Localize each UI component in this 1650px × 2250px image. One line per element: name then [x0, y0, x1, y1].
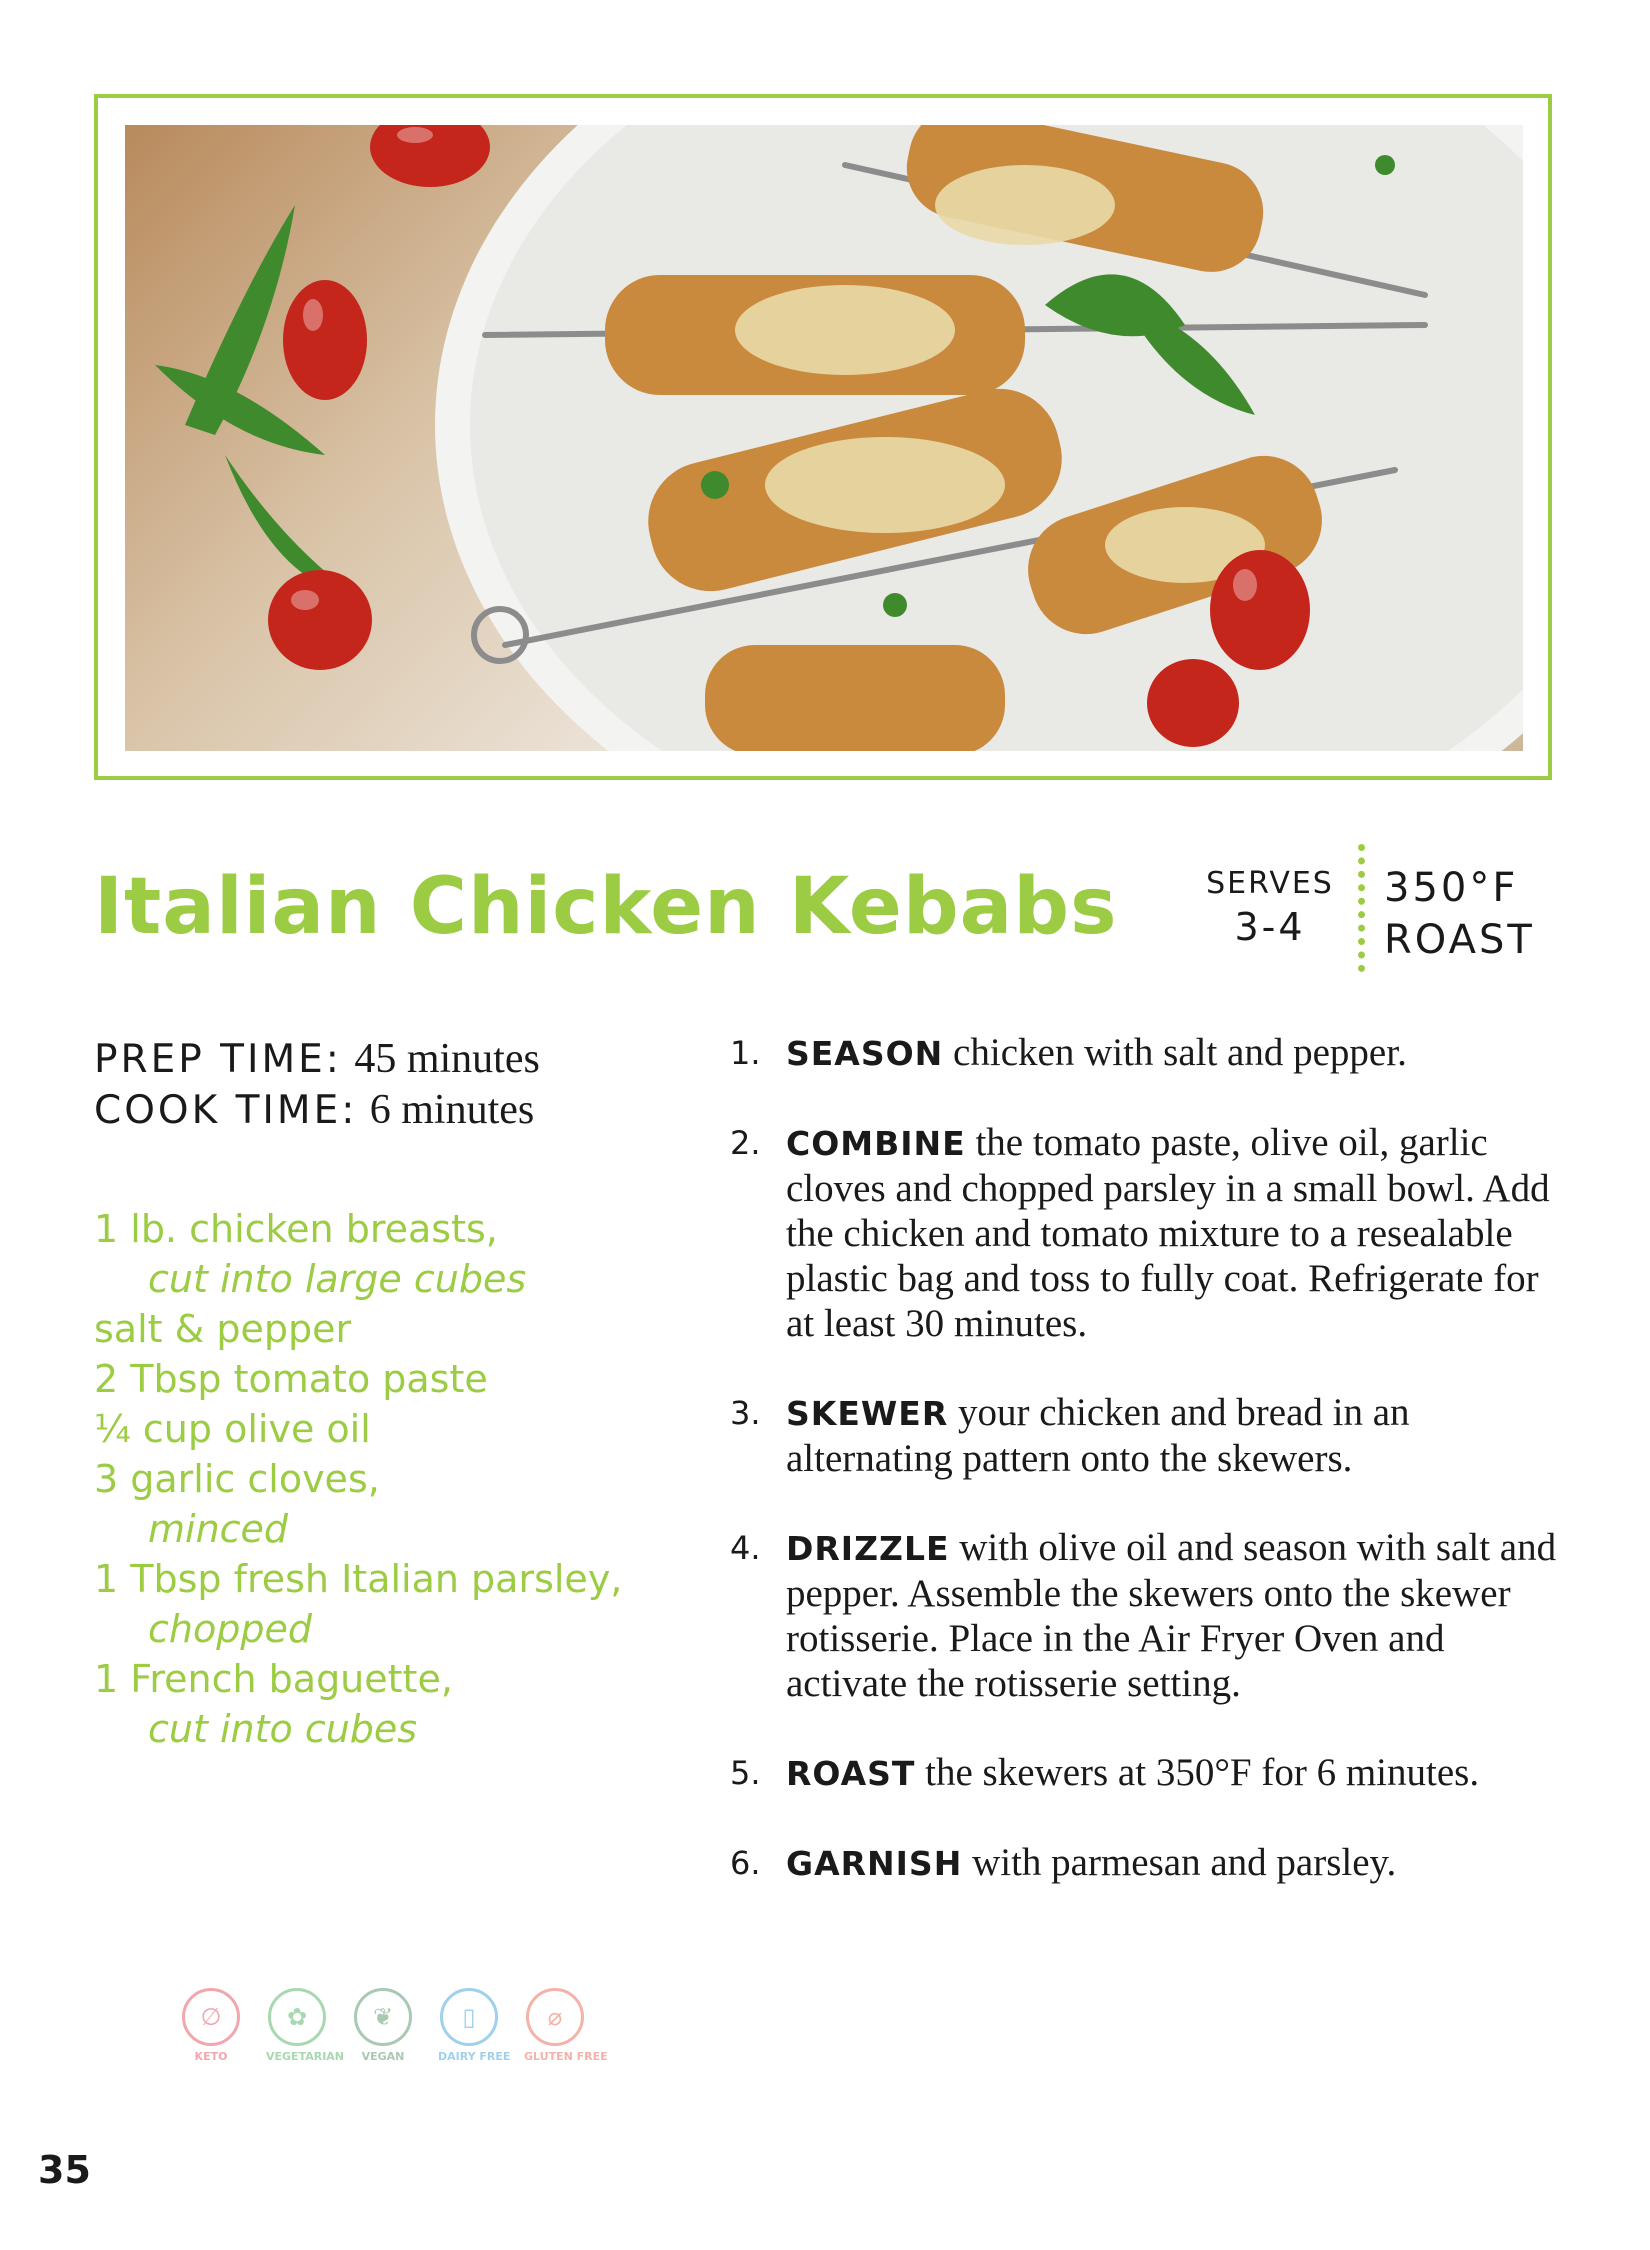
hero-photo-frame [94, 94, 1552, 780]
instruction-step [730, 1750, 1560, 1796]
ingredient-note: cut into large cubes [148, 1257, 527, 1301]
instruction-step [730, 1840, 1560, 1886]
step-text: chicken with salt and pepper. [953, 1031, 1407, 1074]
diet-label: VEGAN [361, 2050, 405, 2063]
ingredient-item: 2 Tbsp tomato paste [94, 1357, 488, 1401]
step-number: 5. [730, 1754, 761, 1792]
cook-time [94, 1085, 540, 1136]
ingredient-item: 3 garlic cloves, [94, 1457, 380, 1501]
cook-time-value: 6 minutes [369, 1087, 535, 1133]
ingredient-note: cut into cubes [148, 1707, 418, 1751]
step-verb: DRIZZLE [786, 1529, 950, 1568]
instruction-step [730, 1030, 1560, 1076]
step-number: 6. [730, 1844, 761, 1882]
ingredient-note: chopped [148, 1607, 312, 1651]
page-number: 35 [38, 2148, 91, 2192]
step-number: 3. [730, 1394, 761, 1432]
cook-settings [1384, 862, 1535, 966]
ingredient-note: minced [148, 1507, 289, 1551]
ingredients-list [94, 1204, 622, 1754]
cook-method: ROAST [1384, 917, 1535, 963]
step-text: the tomato paste, olive oil, garlic cloves and chopped parsley in a small bowl. Add the chicken and tomato mixture to a resealable plastic bag and toss to fully coat. Refrigerate for at least 30 minutes. [786, 1121, 1550, 1345]
diet-badge-gluten-free [524, 1988, 608, 2063]
diet-badge-dairy-free [438, 1988, 511, 2063]
prep-time-label: PREP TIME: [94, 1037, 342, 1082]
diet-label: KETO [194, 2050, 228, 2063]
step-number: 4. [730, 1529, 761, 1567]
prep-time-value: 45 minutes [354, 1036, 540, 1082]
instruction-step [730, 1525, 1560, 1706]
prep-time [94, 1034, 540, 1085]
instruction-step [730, 1120, 1560, 1346]
step-verb: GARNISH [786, 1844, 963, 1883]
step-text: the skewers at 350°F for 6 minutes. [925, 1751, 1480, 1794]
recipe-title: Italian Chicken Kebabs [94, 862, 1118, 952]
diet-badge-keto [180, 1988, 242, 2063]
step-number: 2. [730, 1124, 761, 1162]
ingredient-item: ¼ cup olive oil [94, 1407, 371, 1451]
vegetarian-icon: ✿ [268, 1988, 326, 2046]
step-verb: SKEWER [786, 1394, 949, 1433]
step-verb: COMBINE [786, 1124, 966, 1163]
keto-icon: ∅ [182, 1988, 240, 2046]
step-text: with olive oil and season with salt and pepper. Assemble the skewers onto the skewer rotisserie. Place in the Air Fryer Oven and activate the rotisserie setting. [786, 1526, 1557, 1705]
diet-label: VEGETARIAN [266, 2050, 345, 2063]
time-block [94, 1034, 540, 1136]
ingredient-item: 1 Tbsp fresh Italian parsley, [94, 1557, 623, 1601]
ingredient-item: 1 lb. chicken breasts, [94, 1207, 498, 1251]
step-verb: SEASON [786, 1034, 944, 1073]
diet-badges [180, 1988, 608, 2063]
ingredient-item: salt & pepper [94, 1307, 352, 1351]
ingredient-item: 1 French baguette, [94, 1657, 453, 1701]
vegan-icon: ❦ [354, 1988, 412, 2046]
serves-block [1200, 866, 1340, 949]
dairy-free-icon: ▯ [440, 1988, 498, 2046]
step-verb: ROAST [786, 1754, 916, 1793]
step-number: 1. [730, 1034, 761, 1072]
cook-time-label: COOK TIME: [94, 1088, 358, 1133]
diet-badge-vegan [352, 1988, 414, 2063]
diet-badge-vegetarian [266, 1988, 345, 2063]
serves-value: 3-4 [1234, 905, 1306, 949]
instruction-step [730, 1390, 1560, 1481]
instructions-list [730, 1030, 1560, 1930]
diet-label: GLUTEN FREE [524, 2050, 608, 2063]
kebab-photo [125, 125, 1523, 751]
step-text: your chicken and bread in an alternating pattern onto the skewers. [786, 1391, 1410, 1480]
diet-label: DAIRY FREE [438, 2050, 511, 2063]
step-text: with parmesan and parsley. [972, 1841, 1397, 1884]
serves-label: SERVES [1206, 866, 1334, 901]
gluten-free-icon: ⌀ [526, 1988, 584, 2046]
dotted-divider [1358, 844, 1365, 972]
temperature: 350°F [1384, 865, 1519, 911]
